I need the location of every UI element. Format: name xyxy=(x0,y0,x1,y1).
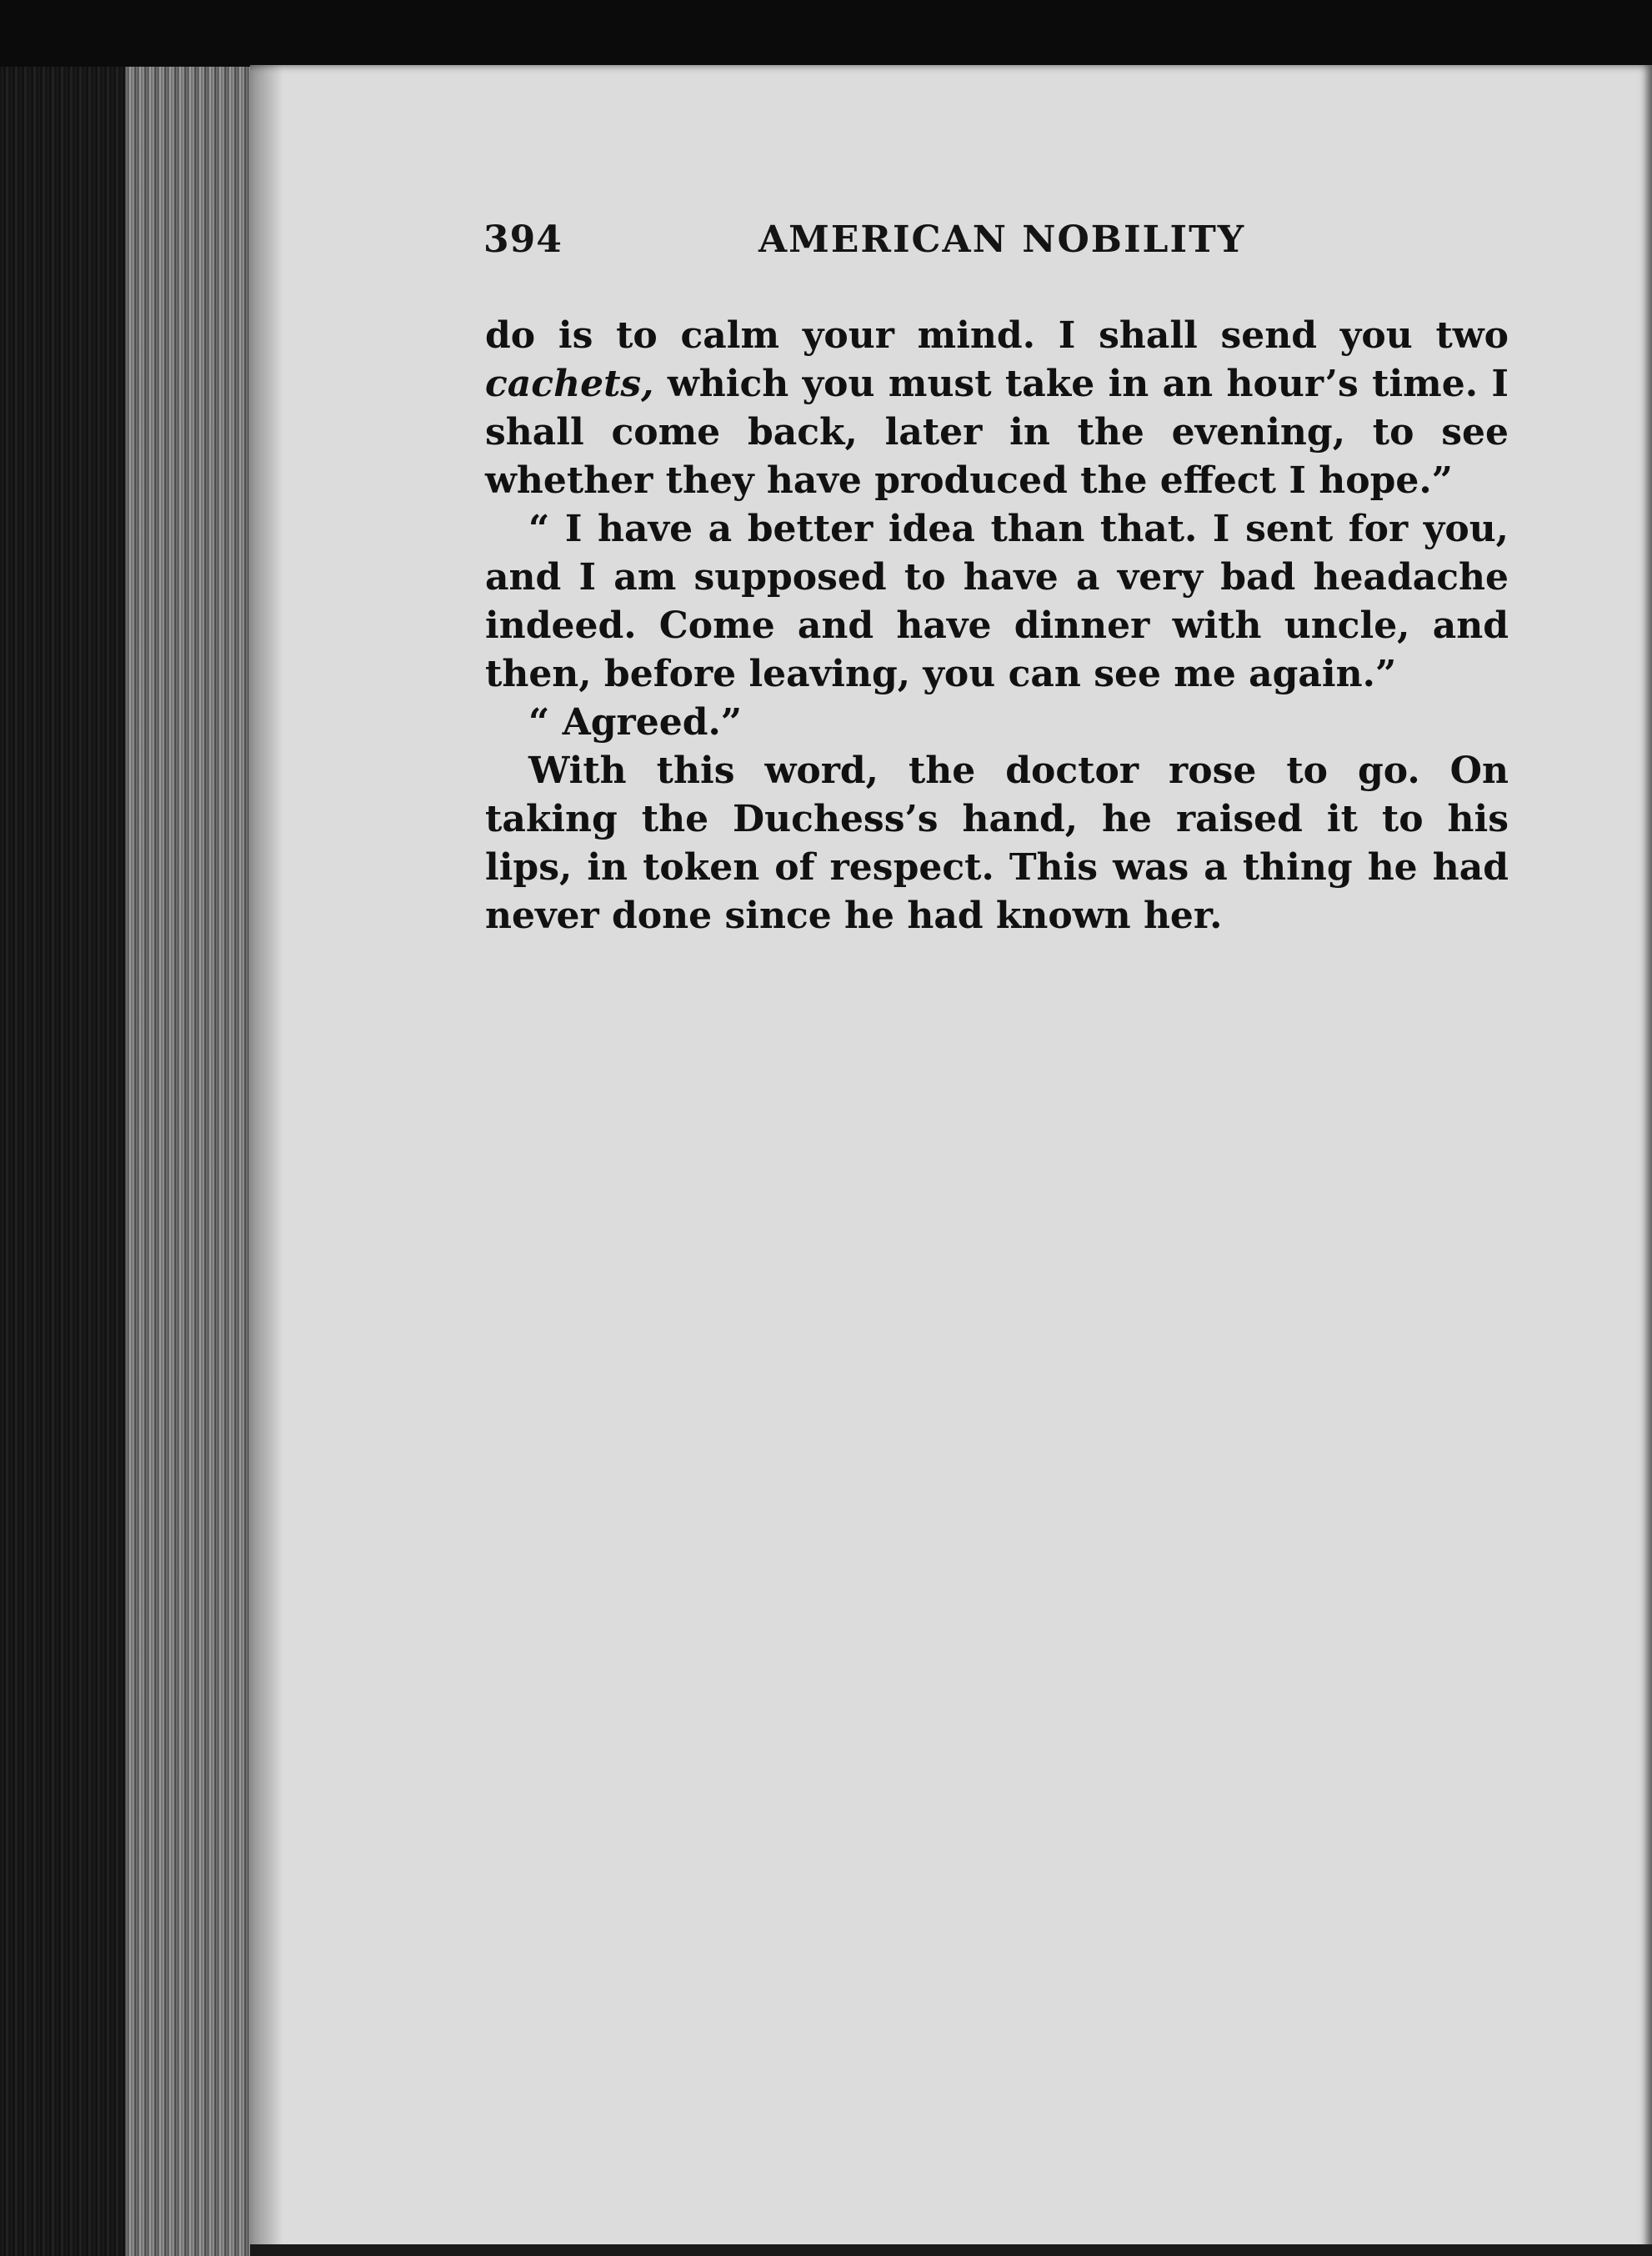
running-head xyxy=(483,218,1509,268)
page-gutter-shadow xyxy=(250,65,283,2256)
paragraph-4: With this word, the doctor rose to go. On taking the Duchess’s hand, he raised it to his lips, in token of respect. This was a thing he had never done since he had known her. xyxy=(485,749,1509,937)
page-title: AMERICAN NOBILITY xyxy=(758,218,1246,261)
scan-border-bottom xyxy=(250,2244,1652,2256)
paragraph-1-end: which you must take in an hour’s time. I shall come back, later in the evening, to see whether they have produced the effect I hope.” xyxy=(485,363,1509,502)
paragraph-1-start: do is to calm your mind. I shall send you two xyxy=(485,314,1509,357)
body-text xyxy=(485,312,1509,940)
paragraph-2: “ I have a better idea than that. I sent for you, and I am supposed to have a very bad headache indeed. Come and have dinner with uncle, and then, before leaving, you can see me again.” xyxy=(485,508,1509,695)
scan-border-top xyxy=(0,0,1652,75)
page-number: 394 xyxy=(483,218,563,261)
paragraph-3: “ Agreed.” xyxy=(528,701,743,744)
paragraph-1-emphasis: cachets, xyxy=(485,363,654,405)
paragraph-1 xyxy=(485,312,1509,505)
